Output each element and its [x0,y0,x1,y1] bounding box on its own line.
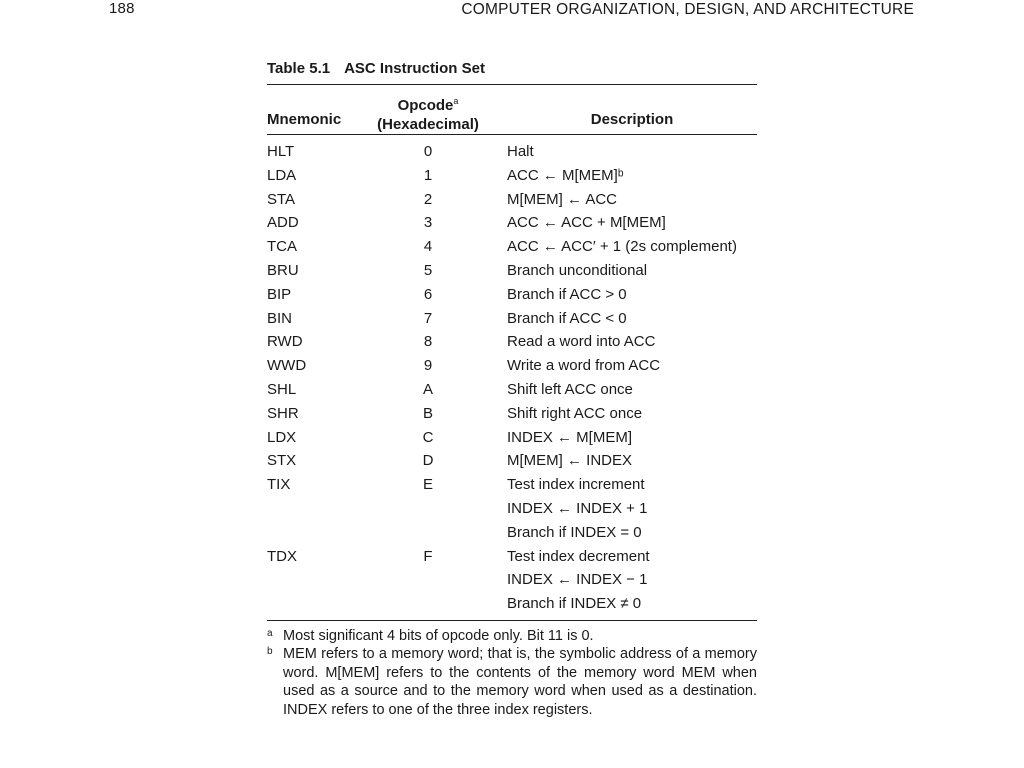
cell-opcode: D [422,452,434,470]
cell-opcode: 0 [423,143,433,160]
cell-description: Test index increment [507,476,645,494]
cell-description: ACC ← ACC′ + 1 (2s complement) [507,238,737,256]
cell-mnemonic: SHL [267,380,297,398]
cell-opcode: 9 [423,357,433,375]
table-row [267,569,757,593]
cell-opcode: E [422,476,433,494]
cell-description: Branch unconditional [507,261,648,279]
table-row [267,427,757,451]
cell-description: Shift left ACC once [507,380,633,398]
footnote-b [267,645,757,719]
table-row [267,141,757,165]
cell-description: Read a word into ACC [507,333,656,351]
cell-description: M[MEM] ← INDEX [507,452,633,470]
header-opcode-label: Opcode [397,97,454,114]
table-row [267,212,757,236]
cell-mnemonic: ADD [267,214,299,232]
header-opcode-sub: (Hexadecimal) [377,116,479,133]
cell-opcode: C [422,428,434,446]
table-row [267,165,757,189]
table-header-rule [267,134,757,135]
footnote-ref-a: a [453,96,459,106]
table-row [267,236,757,260]
cell-description: ACC ← ACC + M[MEM] [507,214,666,232]
cell-mnemonic: TCA [267,238,297,256]
cell-description: ACC ← M[MEM]ᵇ [507,166,624,184]
cell-opcode: 7 [423,309,433,327]
cell-description: Branch if ACC < 0 [507,309,627,327]
table-row [267,593,757,617]
cell-opcode: 4 [423,238,433,256]
cell-mnemonic: LDA [267,166,297,184]
cell-opcode: 5 [423,261,433,279]
table-row [267,189,757,213]
table-row [267,474,757,498]
cell-mnemonic: BRU [267,261,299,279]
cell-mnemonic: HLT [267,143,295,160]
page-number: 188 [109,0,135,17]
cell-mnemonic: STA [267,190,296,208]
table-row [267,403,757,427]
cell-opcode: F [423,547,433,565]
cell-description: Shift right ACC once [507,404,643,422]
footnote-mark: a [267,628,273,639]
cell-mnemonic: STX [267,452,297,470]
cell-opcode: B [422,404,433,422]
table-top-rule [267,84,757,85]
table-label: Table 5.1 [267,60,331,77]
cell-description: INDEX ← M[MEM] [507,428,633,446]
table-row [267,498,757,522]
cell-mnemonic: TDX [267,547,297,565]
footnote-text: Most significant 4 bits of opcode only. Bit 11 is 0. [283,628,594,644]
table-row [267,546,757,570]
table-title: ASC Instruction Set [344,60,485,77]
cell-opcode: A [422,380,433,398]
footnote-text: MEM refers to a memory word; that is, the symbolic address of a memory word. M[MEM] refers to the contents of the memory word MEM when used as a source and to the memory word when used as a destination. INDEX refers to one of the three index registers. [283,646,757,718]
cell-opcode: 8 [423,333,433,351]
table-caption [267,60,485,77]
footnote-mark: b [267,646,273,658]
cell-description: Halt [507,143,534,160]
table-row [267,379,757,403]
cell-opcode: 6 [423,285,433,303]
cell-mnemonic: RWD [267,333,303,351]
table-row [267,308,757,332]
table-body [267,141,757,617]
table-row [267,450,757,474]
cell-description: Branch if ACC > 0 [507,285,627,303]
table-row [267,355,757,379]
cell-opcode: 1 [423,166,433,184]
cell-mnemonic: BIN [267,309,293,327]
header-mnemonic: Mnemonic [267,111,342,128]
table-footnotes [267,627,757,719]
header-opcode [360,92,496,134]
cell-description: Branch if INDEX ≠ 0 [507,595,642,613]
cell-opcode: 2 [423,190,433,208]
cell-description: Test index decrement [507,547,650,565]
table-row [267,260,757,284]
cell-description: Write a word from ACC [507,357,661,375]
cell-description: M[MEM] ← ACC [507,190,618,208]
cell-description: INDEX ← INDEX − 1 [507,571,648,589]
table-row [267,522,757,546]
cell-mnemonic: WWD [267,357,307,375]
cell-description: INDEX ← INDEX + 1 [507,499,648,517]
table-bottom-rule [267,620,757,621]
cell-mnemonic: SHR [267,404,299,422]
cell-mnemonic: TIX [267,476,291,494]
table-row [267,331,757,355]
cell-description: Branch if INDEX = 0 [507,523,642,541]
table-row [267,284,757,308]
running-head: COMPUTER ORGANIZATION, DESIGN, AND ARCHITECTURE [461,1,914,18]
footnote-a [267,627,757,645]
header-description: Description [590,111,674,128]
cell-opcode: 3 [423,214,433,232]
cell-mnemonic: LDX [267,428,297,446]
cell-mnemonic: BIP [267,285,292,303]
